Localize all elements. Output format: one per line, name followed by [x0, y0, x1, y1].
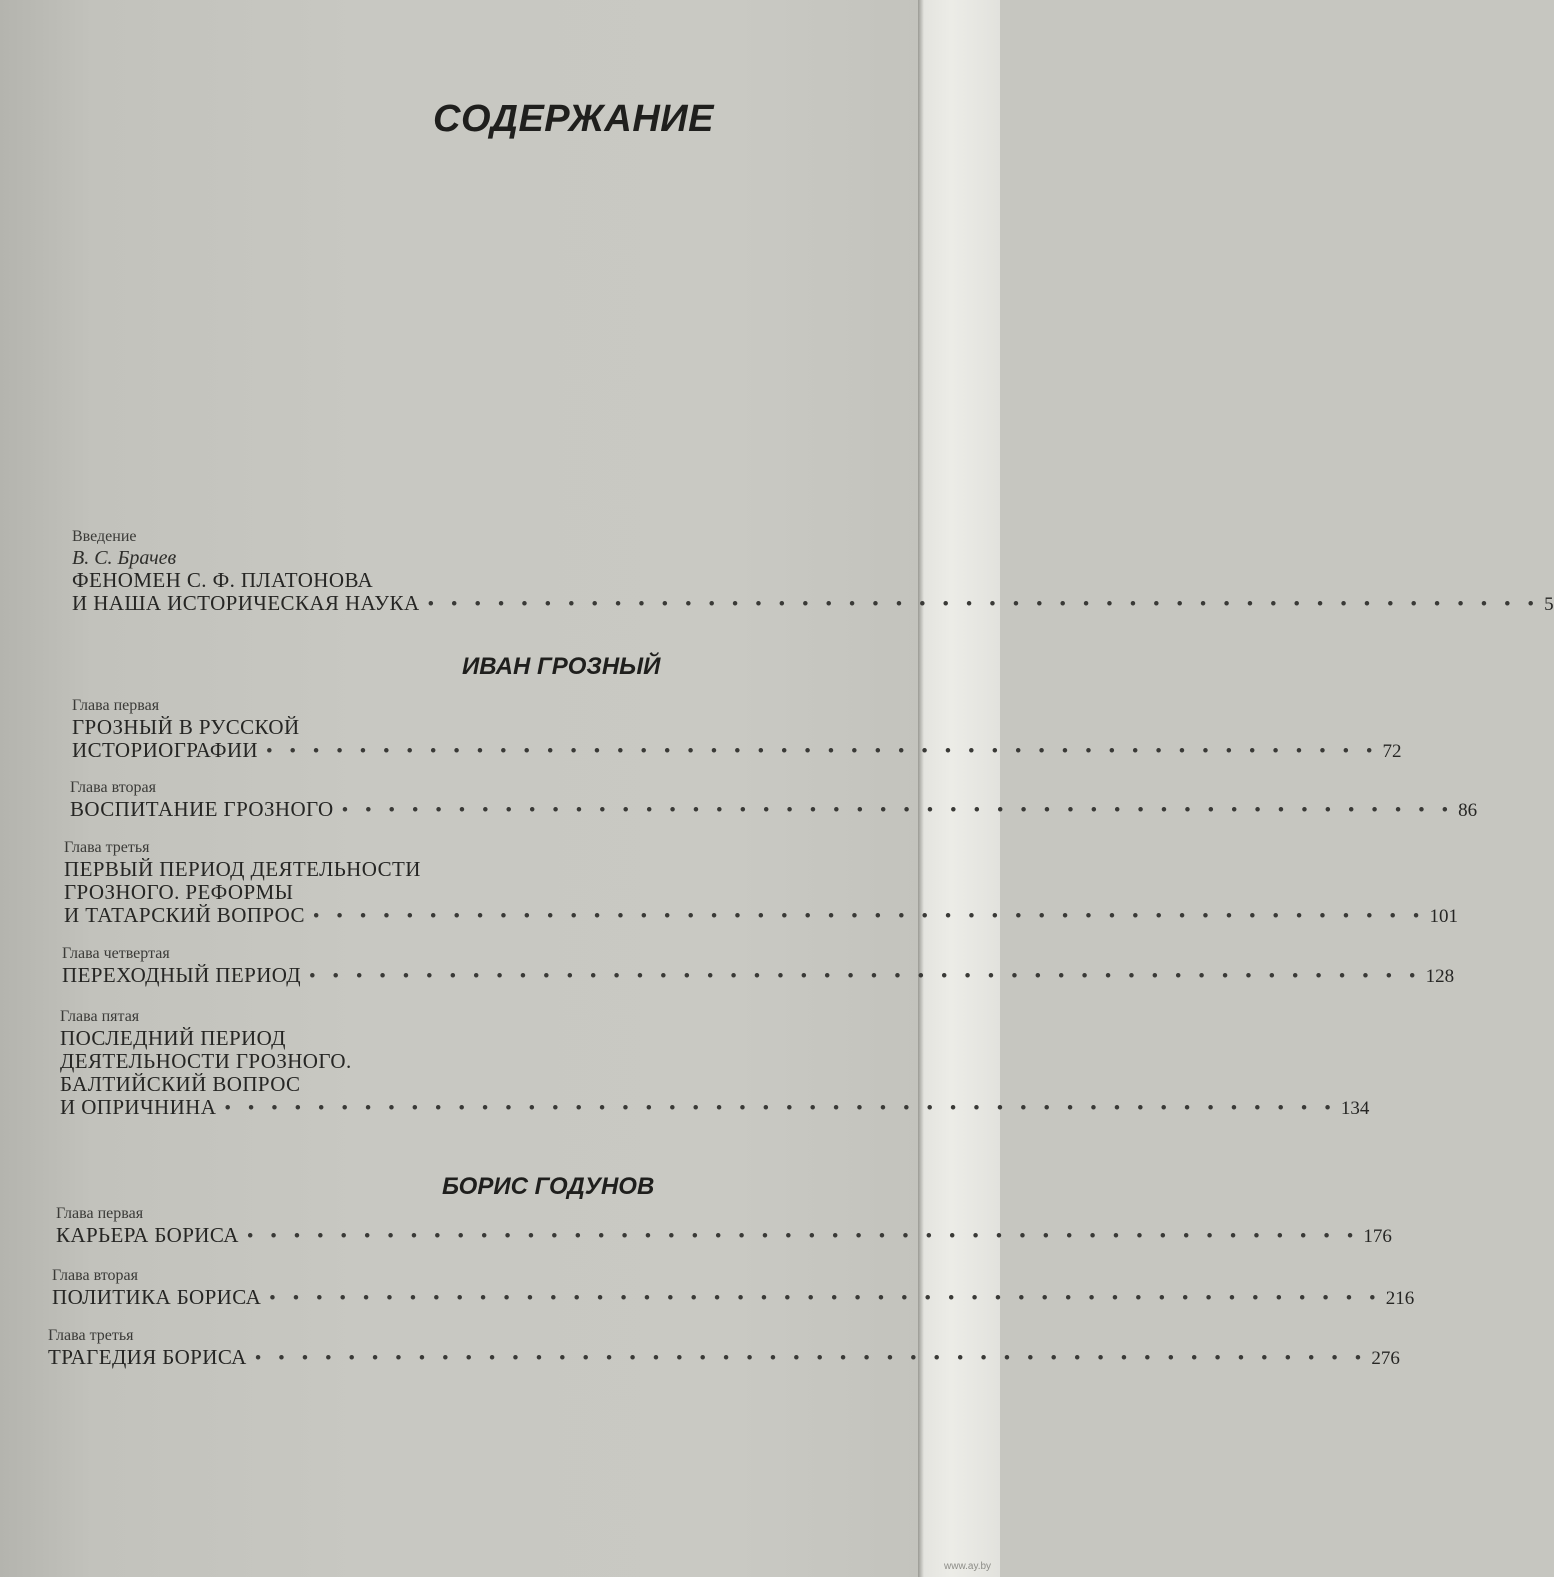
dot-leader: • • • • • • • • • • • • • • • • • • • • • • • • • • • • • • • • • • • • • • • • • • • • • • • •: [341, 800, 1455, 821]
dot-leader: • • • • • • • • • • • • • • • • • • • • • • • • • • • • • • • • • • • • • • • • • • • • • • • •: [224, 1098, 1337, 1119]
entry-label: Глава первая: [72, 697, 160, 714]
toc-entry-ivan-3: [64, 838, 1458, 928]
entry-label: Глава третья: [48, 1327, 134, 1344]
entry-title-line: ПОСЛЕДНИЙ ПЕРИОД: [60, 1026, 286, 1050]
entry-title-line: И ОПРИЧНИНА: [60, 1095, 217, 1119]
entry-last-line: [48, 1345, 1400, 1370]
page-edge: [918, 0, 1000, 1577]
entry-title-line: И ТАТАРСКИЙ ВОПРОС: [64, 903, 305, 927]
entry-author: В. С. Брачев: [72, 547, 177, 569]
toc-entry-boris-2: [52, 1266, 1415, 1310]
watermark: www.ay.by: [944, 1561, 992, 1572]
entry-title-line: КАРЬЕРА БОРИСА: [56, 1223, 239, 1247]
toc-entry-boris-3: [48, 1326, 1400, 1370]
entry-last-line: [60, 1095, 1370, 1120]
page-number: 101: [1429, 906, 1458, 927]
entry-title-line: ПЕРЕХОДНЫЙ ПЕРИОД: [62, 963, 302, 987]
entry-last-line: [62, 963, 1455, 988]
section-heading-boris: БОРИС ГОДУНОВ: [442, 1173, 655, 1200]
dot-leader: • • • • • • • • • • • • • • • • • • • • • • • • • • • • • • • • • • • • • • • • • • • • • • • •: [269, 1288, 1382, 1309]
dot-leader: • • • • • • • • • • • • • • • • • • • • • • • • • • • • • • • • • • • • • • • • • • • • • • • •: [427, 594, 1541, 615]
toc-entry-ivan-4: [62, 944, 1455, 988]
entry-title-line: ПЕРВЫЙ ПЕРИОД ДЕЯТЕЛЬНОСТИ: [64, 857, 421, 881]
page-title: СОДЕРЖАНИЕ: [433, 98, 714, 140]
toc-entry-ivan-1: [72, 696, 1402, 763]
dot-leader: • • • • • • • • • • • • • • • • • • • • • • • • • • • • • • • • • • • • • • • • • • • • • • • •: [312, 906, 1426, 927]
entry-title-line: ТРАГЕДИЯ БОРИСА: [48, 1345, 247, 1369]
page-number: 276: [1371, 1348, 1400, 1369]
entry-label: Глава вторая: [52, 1267, 138, 1284]
entry-last-line: [52, 1285, 1415, 1310]
entry-last-line: [56, 1223, 1392, 1248]
page-number: 128: [1425, 966, 1455, 987]
entry-label: Глава первая: [56, 1205, 144, 1222]
entry-last-line: [72, 738, 1402, 763]
entry-last-line: [70, 797, 1478, 822]
entry-title-line: ИСТОРИОГРАФИИ: [72, 738, 258, 762]
page-number: 176: [1363, 1226, 1392, 1247]
section-heading-ivan: ИВАН ГРОЗНЫЙ: [462, 653, 661, 680]
page-number: 86: [1458, 800, 1478, 821]
entry-title-line: ГРОЗНЫЙ В РУССКОЙ: [72, 715, 300, 739]
dot-leader: • • • • • • • • • • • • • • • • • • • • • • • • • • • • • • • • • • • • • • • • • • • • • • • •: [254, 1348, 1368, 1369]
entry-title-line: ПОЛИТИКА БОРИСА: [52, 1285, 262, 1309]
dot-leader: • • • • • • • • • • • • • • • • • • • • • • • • • • • • • • • • • • • • • • • • • • • • • • • •: [309, 966, 1422, 987]
toc-entry-ivan-5: [60, 1007, 1370, 1120]
entry-title-line: ФЕНОМЕН С. Ф. ПЛАТОНОВА: [72, 568, 374, 592]
toc-entry-boris-1: [56, 1204, 1392, 1248]
page-number: 5: [1544, 594, 1554, 615]
entry-last-line: [72, 591, 1554, 616]
page-number: 134: [1340, 1098, 1370, 1119]
toc-entry-intro: [72, 527, 1554, 616]
entry-title-line: И НАША ИСТОРИЧЕСКАЯ НАУКА: [72, 591, 420, 615]
entry-label: Глава пятая: [60, 1008, 140, 1025]
entry-label: Глава вторая: [70, 779, 156, 796]
toc-entry-ivan-2: [70, 778, 1478, 822]
dot-leader: • • • • • • • • • • • • • • • • • • • • • • • • • • • • • • • • • • • • • • • • • • • • • • • •: [266, 741, 1379, 762]
page-number: 216: [1385, 1288, 1415, 1309]
entry-label: Глава третья: [64, 839, 150, 856]
entry-title-line: ДЕЯТЕЛЬНОСТИ ГРОЗНОГО.: [60, 1049, 352, 1073]
entry-title-line: БАЛТИЙСКИЙ ВОПРОС: [60, 1072, 301, 1096]
entry-label: Введение: [72, 528, 137, 545]
entry-label: Глава четвертая: [62, 945, 170, 962]
dot-leader: • • • • • • • • • • • • • • • • • • • • • • • • • • • • • • • • • • • • • • • • • • • • • • • •: [246, 1226, 1360, 1247]
entry-last-line: [64, 903, 1458, 928]
entry-title-line: ВОСПИТАНИЕ ГРОЗНОГО: [70, 797, 334, 821]
entry-title-line: ГРОЗНОГО. РЕФОРМЫ: [64, 880, 294, 904]
page-number: 72: [1382, 741, 1402, 762]
